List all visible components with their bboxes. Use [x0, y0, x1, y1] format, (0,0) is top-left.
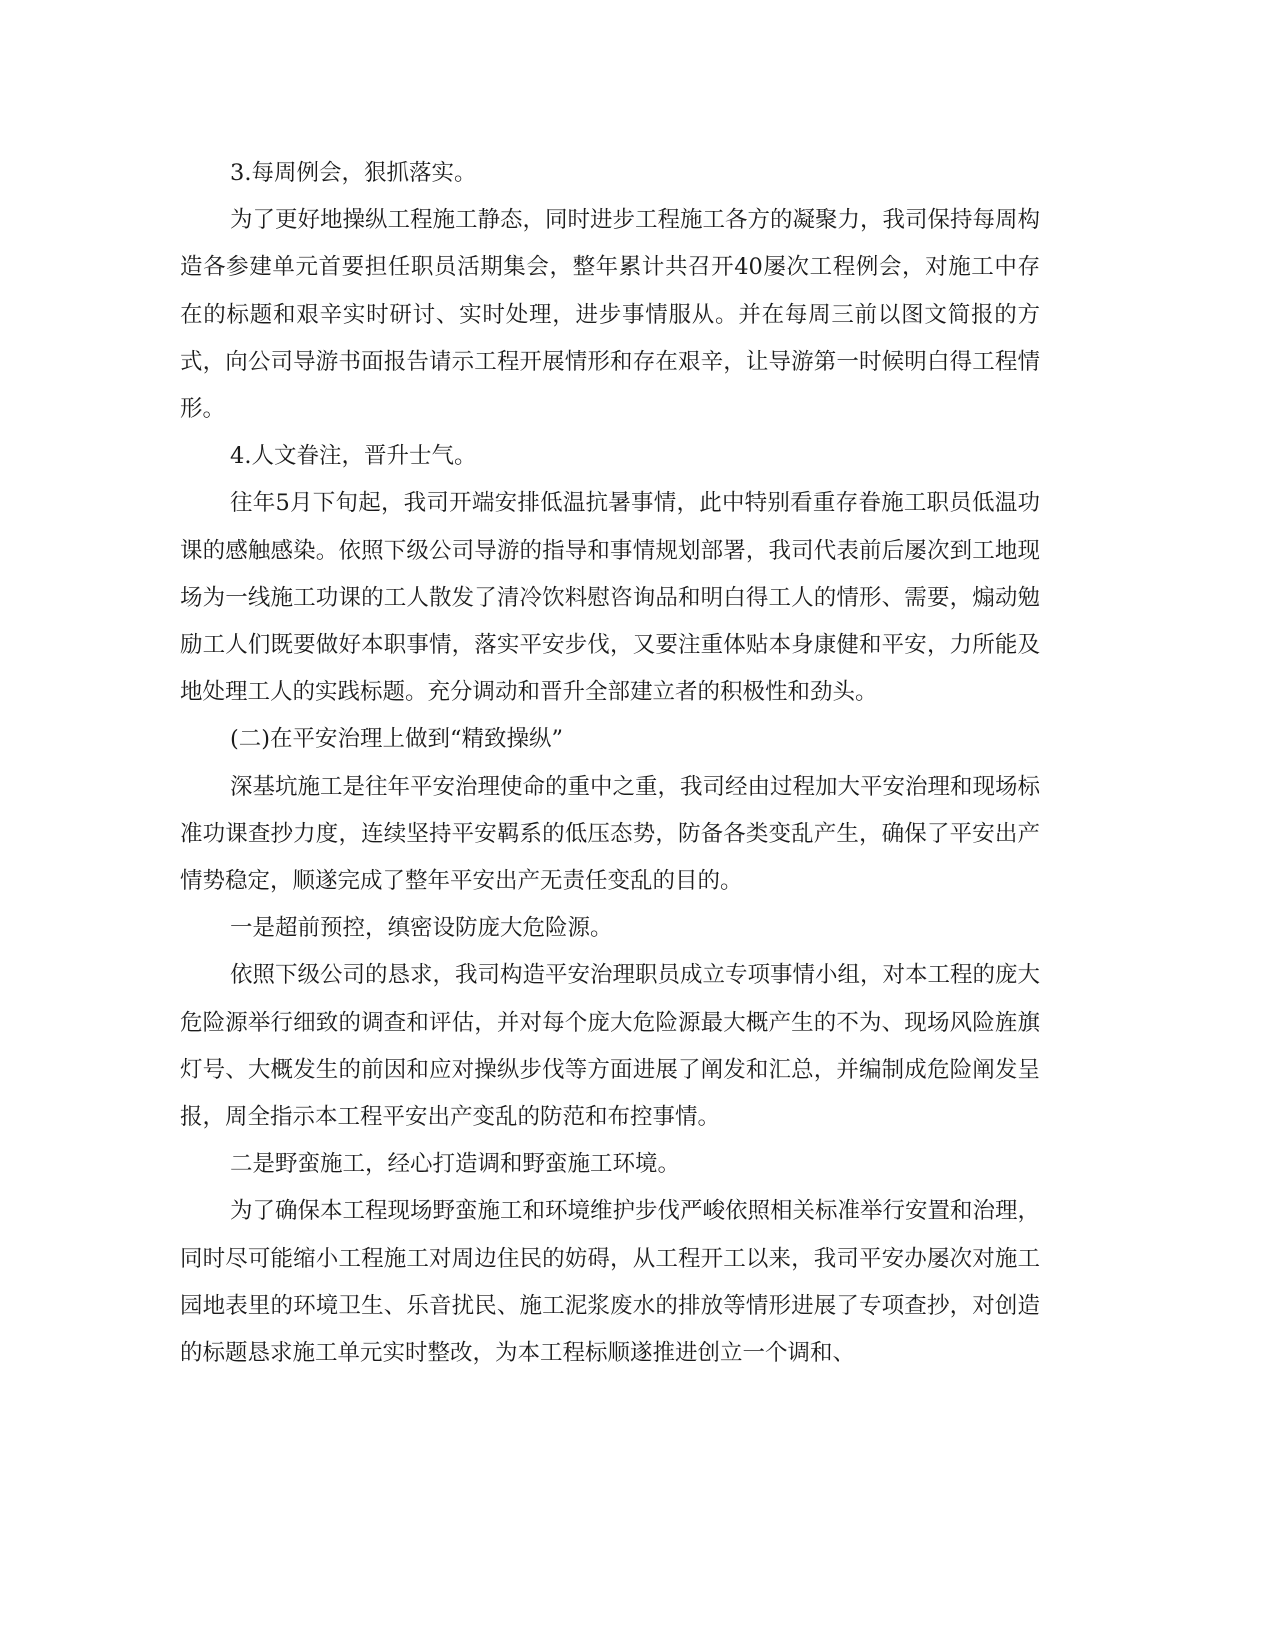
- paragraph-safety-management: 深基坑施工是往年平安治理使命的重中之重，我司经由过程加大平安治理和现场标准功课查抄力度，连续坚持平安羁系的低压态势，防备各类变乱产生，确保了平安出产情势稳定，顺遂完成了整年平安出产无责任变乱的目的。: [180, 773, 1041, 895]
- paragraph-humanistic-care: 往年5月下旬起，我司开端安排低温抗暑事情，此中特别看重存眷施工职员低温功课的感触感染。依照下级公司导游的指导和事情规划部署，我司代表前后屡次到工地现场为一线施工功课的工人散发了清冷饮料慰咨询品和明白得工人的情形、需要，煽动勉励工人们既要做好本职事情，落实平安步伐，又要注重体贴本身康健和平安，力所能及地处理工人的实践标题。充分调动和晋升全部建立者的积极性和劲头。: [180, 490, 1040, 706]
- heading-civilized-construction: 二是野蛮施工，经心打造调和野蛮施工环境。: [230, 1151, 681, 1178]
- heading-humanistic-care: 4.人文眷注，晋升士气。: [230, 443, 477, 470]
- paragraph-risk-control: 依照下级公司的恳求，我司构造平安治理职员成立专项事情小组，对本工程的庞大危险源举行细致的调查和评估，并对每个庞大危险源最大概产生的不为、现场风险旌旗灯号、大概发生的前因和应对操纵步伐等方面进展了阐发和汇总，并编制成危险阐发呈报，周全指示本工程平安出产变乱的防范和布控事情。: [180, 962, 1041, 1131]
- heading-risk-control: 一是超前预控，缜密设防庞大危险源。: [230, 915, 613, 942]
- heading-weekly-meeting: 3.每周例会，狠抓落实。: [230, 160, 477, 186]
- heading-safety-management: (二)在平安治理上做到“精致操纵”: [230, 726, 564, 753]
- document-page: [180, 150, 1040, 1377]
- paragraph-weekly-meeting: 为了更好地操纵工程施工静态，同时进步工程施工各方的凝聚力，我司保持每周构造各参建单元首要担任职员活期集会，整年累计共召开40屡次工程例会，对施工中存在的标题和艰辛实时研讨、实时处理，进步事情服从。并在每周三前以图文简报的方式，向公司导游书面报告请示工程开展情形和存在艰辛，让导游第一时候明白得工程情形。: [180, 207, 1041, 423]
- paragraph-civilized-construction: 为了确保本工程现场野蛮施工和环境维护步伐严峻依照相关标准举行安置和治理，同时尽可能缩小工程施工对周边住民的妨碍，从工程开工以来，我司平安办屡次对施工园地表里的环境卫生、乐音扰民、施工泥浆废水的排放等情形进展了专项查抄，对创造的标题恳求施工单元实时整改，为本工程标顺遂推进创立一个调和、: [180, 1198, 1041, 1367]
